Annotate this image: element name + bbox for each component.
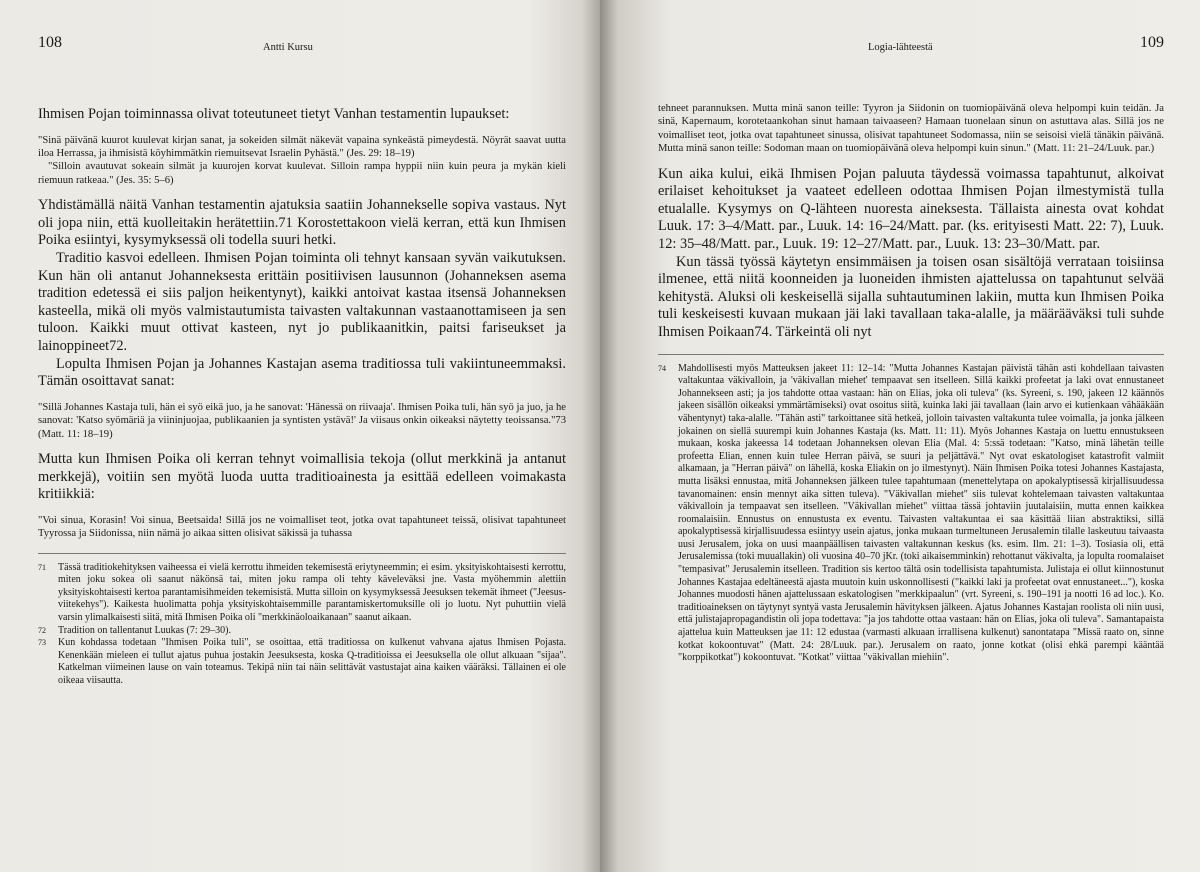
paragraph-1: Yhdistämällä näitä Vanhan testamentin ajatuksia saatiin Johannekselle sopiva vastaus. Nyt oli jopa niin, että kuolleitakin herätettiin.71 Korostettakoon vielä kerran, että kun Ihmisen Poika esiintyi, kysymyksessä oli todella suuri hetki. [38,197,566,249]
paragraph-3: Lopulta Ihmisen Pojan ja Johannes Kastajan asema traditiossa tuli vakiintuneemmaksi. Tämän osoittavat sanat: [38,355,566,390]
footnote-rule-left [38,553,566,554]
running-header-right: Logia-lähteestä [868,42,933,53]
footnote-74 [658,363,1164,665]
right-running-head [658,34,1164,58]
footnote-mark: 71 [38,562,46,572]
page-number-right: 109 [1140,34,1164,51]
paragraph-4: Mutta kun Ihmisen Poika oli kerran tehnyt voimallisia tekoja (ollut merkkinä ja antanut merkkejä), voitiin sen myötä luoda uutta traditioainesta ja esittää edelleen voimakasta kritiikkiä: [38,450,566,503]
footnote-mark: 72 [38,625,46,635]
footnote-text: Kun kohdassa todetaan "Ihmisen Poika tuli", se osoittaa, että traditiossa on kulkenut vahvana ajatus Ihmisen Pojasta. Kenenkään mieleen ei tullut ajatus puhua jostakin Jeesuksesta, koska Q-traditioissa ei Jeesuksella ole ollut alkuaan "sijaa". Katkelman viimeinen lause on vain toteamus. Tekipä niin tai näin selittävät vastustajat aina kaiken vääräksi. Tällainen ei ole oikeaa viisautta. [58,637,566,686]
footnote-text: Tässä traditiokehityksen vaiheessa ei vielä kerrottu ihmeiden tekemisestä eriytyneemmin; ei esim. yksityiskohtaisesti kerrottu, miten joku sokea oli saanut näkönsä tai, miten joku rampa oli tehty käveleväksi jne. Vasta myöhemmin alettiin yksityiskohtaisesti kertoa parantamisihmeiden tekemisistä. Mutta silloin on kysymyksessä Jeesuksen tekemät ihmeet ("Jeesus- viitekehys"). Kaikesta huolimatta pohja yksityiskohtaisemmille parantamiskertomuksille oli jo luotu. Nyt puhuttiin vielä varsin ylimalkaisesti siitä, mitä Ihmisen Poika oli "merkkinäoloaikanaan" saanut aikaan. [58,561,566,623]
running-header-left: Antti Kursu [263,42,313,53]
footnote-mark: 73 [38,638,46,648]
block-quote-isaiah [38,134,566,188]
footnote-text: Mahdollisesti myös Matteuksen jakeet 11: 12–14: "Mutta Johannes Kastajan päivistä tähän asti kohdellaan taivasten valtakuntaa väkivalloin, ja 'väkivallan miehet' tempaavat sen itselleen. Sillä kaikki profeetat ja laki ovat ennustaneet Johannekseen asti; ja jos tahdotte ottaa vastaan: hän on Elias, joka oli tuleva" (ks. Syreeni, s. 190, jakeen 12 käännös jakeen sisällön oikeaksi ymmärtämiseksi) ovat osoitus siitä, kuinka laki jäi tavallaan (lain arvo ei kutienkaan vähääkään vähentynyt) taka-alalle. "Tähän asti" tarkoittanee sitä hetkeä, jolloin taivasten valtakunta tulee voimalla, ja jonka jälkeen jokainen on siellä suurempi kuin Johannes Kastaja (ks. Matt. 11: 11). Myös Johannes Kastaja on luettu ennustukseen mukaan, koska jakeessa 14 todetaan Johanneksen olevan Elia (Mal. 4: 5:ssä todetaan: "Katso, minä lähetän teille profeetta Elian, ennen kuin tulee Herran päivä, se suuri ja peljättävä." Nyt ovat eskatologiset katastrofit valmiit alkamaan, ja "Herran päivä" on lähellä, koska Eliakin on jo ilmestynyt). Näin Ihmisen Poika totesi Johannes Kastajasta, mutta lisäksi ennustaa, mitä Johanneksen jälkeen tulee tapahtumaan (menettelytapa on apokalyptisessä kirjallisuudessa tavanomainen: ensin mennyt aika sitten tuleva). "Väkivallan miehet" siis tulevat kohtelemaan taivasten valtakuntaa väkivalloin ja tempaavat sen itselleen. "Väkivallan miehet" viittaa tässä johtaviin juutalaisiin, mutta ennen kaikkea roomalaisiin. Ennustus on ennustusta ex eventu. Taivasten valtakuntaa ei saa käsittää liian abstraktiksi, sillä apokalyptisessä kirjallisuudessa esiintyy usein ajatus, jonka mukaan turmeltuneen Jerusalemin tilalle laskeutuu taivaasta uusi Jerusalem, joka on uusi maanpäällisen taivasten valtakunnan keskus (ks. esim. Ilm. 21: 1–3). Tosiasia oli, että Jerusalemissa (toki muuallakin) oli vuosina 40–70 jKr. (toki aikaisemminkin) rehottanut väkivalta, ja lopulta roomalaiset "tempasivat" Jerusalemin itselleen. Tradition sis kertoo tältä osin todellisista tapahtumista. Julistaja ei ollut kiinnostunut Johannes Kastajaa edeltäneestä ajasta muutoin kuin uskonnollisesti ("kaikki laki ja profeetat ovat ennustaneet..."), koska Johannes muodosti hänen ajattelussaan eskatologisen "merkkipaalun" (vrt. Syreeni, s. 190–191 ja nootti 16 ad loc.). Ko. traditioaineksen on täytynyt syntyä vasta Jerusalemin hävityksen jälkeen. Ajatus Johannes Kastajan roolista oli niin uusi, että julistajapropagandistin oli jopa todettava: "ja jos tahdotte ottaa vastaan: hän on Elias, joka oli tuleva". Samantapaista ajattelua kuin Matteuksen jae 11: 12 edustaa (varmasti alkuaan irrallisena kulkenut) sanontatapa "Missä raato on, sinne kotkat kokoontuvat" (Matt. 24: 28/Luuk. par.). Jerusalem on raato, jonne kotkat (olisi ehkä parempi kääntää "korppikotkat") kokoontuvat. "Kotkat" viittaa "väkivallan miehiin". [678,362,1164,664]
footnote-rule-right [658,354,1164,355]
quote-isaiah-35: "Silloin avautuvat sokeain silmät ja kuurojen korvat kuulevat. Silloin rampa hyppii niin kuin peura ja mykän kieli riemuun ratkeaa." (Jes. 35: 5–6) [38,161,566,186]
quote-isaiah-29: "Sinä päivänä kuurot kuulevat kirjan sanat, ja sokeiden silmät näkevät vapaina synkeästä pimeydestä. Nöyrät saavat uutta iloa Herrassa, ja ihmisistä köyhimmätkin riemuitsevat Israelin Pyhästä." (Jes. 29: 18–19) [38,134,566,159]
page-number-left: 108 [38,34,62,51]
footnote-71 [38,562,566,625]
right-paragraph-1: Kun aika kului, eikä Ihmisen Pojan paluuta täydessä voimassa tapahtunut, alkoivat erilaiset kehoitukset ja vaateet edelleen odottaa Ihmisen Pojan ilmestymistä tulla etualalle. Kysymys on Q-lähteen nuoresta aineksesta. Tällaista ainesta ovat kohdat Luuk. 17: 3–4/Matt. par., Luuk. 14: 16–24/Matt. par. (ks. erityisesti Matt. 22: 7), Luuk. 12: 35–48/Matt. par., Luuk. 19: 12–27/Matt. par., Luuk. 13: 23–30/Matt. par. [658,165,1164,252]
intro-paragraph: Ihmisen Pojan toiminnassa olivat toteutuneet tietyt Vanhan testamentin lupaukset: [38,106,510,122]
footnote-mark: 74 [658,363,666,373]
block-quote-matthew-11-18: "Sillä Johannes Kastaja tuli, hän ei syö eikä juo, ja he sanovat: 'Hänessä on riivaaja'. Ihmisen Poika tuli, hän syö ja juo, ja he sanovat: 'Katso syömäriä ja viininjuojaa, publikaanien ja syntisten ystävä!' Ja viisaus onkin oikeaksi näytetty teoissansa."73 (Matt. 11: 18–19) [38,401,566,440]
footnote-text: Tradition on tallentanut Luukas (7: 29–30). [58,624,231,636]
right-paragraph-2: Kun tässä työssä käytetyn ensimmäisen ja toisen osan sisältöjä verrataan toisiinsa ilmenee, että niitä koonneiden ja luoneiden ihmisten ajattelussa on tapahtunut selvää kehitystä. Aluksi oli keskeisellä sijalla suhtautuminen lakiin, mutta kun Ihmisen Poika tuli keskeisesti kuvaan mukaan jäi laki tavallaan taka-alalle, ja määrääväksi tuli suhde Ihmisen Poikaan74. Tärkeintä oli nyt [658,253,1164,340]
block-quote-continuation: tehneet parannuksen. Mutta minä sanon teille: Tyyron ja Siidonin on tuomiopäivänä oleva helpompi kuin teidän. Ja sinä, Kapernaum, korotetaankohan sinut hamaan taivaaseen? Hamaan tuonelaan sinun on astuttava alas. Sillä jos ne voimalliset teot, jotka ovat tapahtuneet sinussa, olisivat tapahtuneet Sodomassa, niin se seisoisi vielä tänäkin päivänä. Mutta minä sanon teille: Sodoman maan on tuomiopäivänä oleva helpompi kuin sinun." (Matt. 11: 21–24/Luuk. par.) [658,103,1164,155]
left-running-head [38,34,566,58]
block-quote-korasin: "Voi sinua, Korasin! Voi sinua, Beetsaida! Sillä jos ne voimalliset teot, jotka ovat tapahtuneet teissä, olisivat tapahtuneet Tyyrossa ja Siidonissa, niin nämä jo aikaa sitten olisivat säkissä ja tuhassa [38,514,566,540]
paragraph-2: Traditio kasvoi edelleen. Ihmisen Pojan toiminta oli tehnyt kansaan syvän vaikutuksen. Kun hän oli antanut Johanneksesta erittäin positiivisen lausunnon (Johanneksen asema tradition edetessä ei siis paljon heikentynyt), kaikki antoivat kastaa itsensä Johanneksen kasteella, mikä oli myös valmistautumista taivasten valtakunnan vastaanottamiseen ja sen tuloon. Kaikki muut ottivat kasteen, nyt jo publikaanitkin, paitsi fariseukset ja lainoppineet72. [38,250,566,354]
footnote-72 [38,625,566,638]
footnote-73 [38,637,566,687]
right-page [600,0,1200,872]
